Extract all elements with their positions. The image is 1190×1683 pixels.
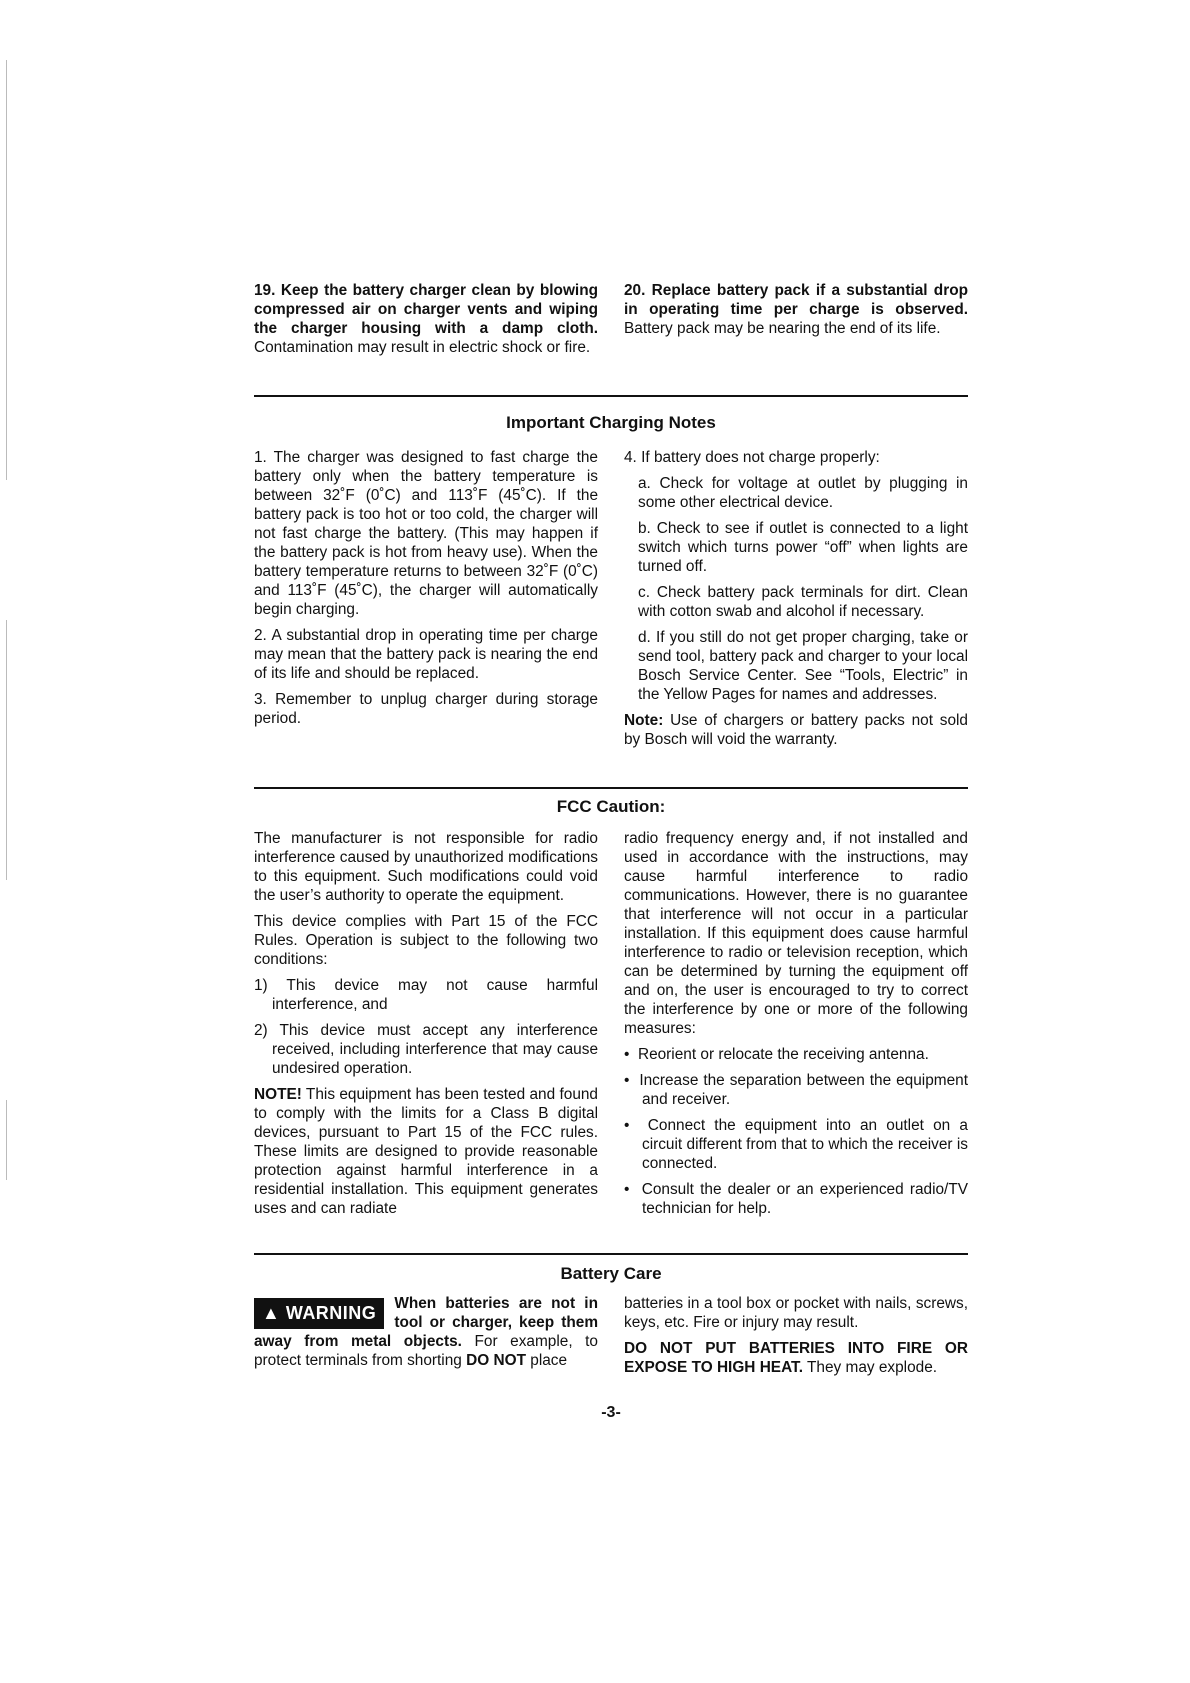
- charging-note-4d: d. If you still do not get proper charging, take or send tool, battery pack and charger to your local Bosch Service Center. See “Tools, Electric” in the Yellow Pages for names and addresses.: [638, 629, 968, 703]
- charging-notes-title: Important Charging Notes: [506, 413, 716, 432]
- fcc-note-label: NOTE!: [254, 1086, 302, 1103]
- fire-warning-text: They may explode.: [803, 1359, 938, 1376]
- item-19: [254, 281, 598, 364]
- charging-note-4c: c. Check battery pack terminals for dirt. Clean with cotton swab and alcohol if necessary.: [638, 584, 968, 620]
- charging-note-4: 4. If battery does not charge properly:: [624, 449, 880, 466]
- item-19-heading: 19. Keep the battery charger clean by blowing compressed air on charger vents and wiping the charger housing with a damp cloth.: [254, 282, 598, 337]
- fcc-right: [624, 829, 968, 1225]
- warning-heading: When batteries are not in tool or charger, keep them away from metal objects.: [254, 1295, 598, 1350]
- do-not-label: DO NOT: [466, 1352, 526, 1369]
- scan-margin-mark: [6, 620, 7, 880]
- fcc-measure-text: Reorient or relocate the receiving antenna.: [637, 1046, 929, 1063]
- item-20-heading: 20. Replace battery pack if a substantial drop in operating time per charge is observed.: [624, 282, 968, 318]
- battery-care-title: Battery Care: [560, 1264, 662, 1283]
- charging-notes-left: [254, 448, 598, 735]
- section-divider: [254, 395, 968, 397]
- battery-care-right: [624, 1294, 968, 1384]
- item-20: [624, 281, 968, 345]
- battery-care-left: [254, 1294, 598, 1377]
- page-number: -3-: [601, 1404, 621, 1421]
- charging-note-4a: a. Check for voltage at outlet by plugging in some other electrical device.: [638, 475, 968, 511]
- section-divider: [254, 1253, 968, 1255]
- item-20-text: Battery pack may be nearing the end of its life.: [624, 320, 941, 337]
- fire-warning-heading: DO NOT PUT BATTERIES INTO FIRE OR EXPOSE TO HIGH HEAT.: [624, 1340, 968, 1376]
- warning-text: For example, to protect terminals from shorting: [254, 1333, 598, 1369]
- fcc-left: [254, 829, 598, 1225]
- charging-note-3: 3. Remember to unplug charger during storage period.: [254, 691, 598, 727]
- charging-note-1: 1. The charger was designed to fast charge the battery only when the battery temperature is between 32˚F (0˚C) and 113˚F (45˚C). If the battery pack is too hot or too cold, the charger will not fast charge the battery. (This may happen if the battery pack is hot from heavy use). When the battery temperature returns to between 32˚F (0˚C) and 113˚F (45˚C), the charger will automatically begin charging.: [254, 449, 598, 618]
- fcc-measure-item: • Increase the separation between the equipment and receiver.: [624, 1072, 968, 1108]
- fcc-paragraph-2: This device complies with Part 15 of the FCC Rules. Operation is subject to the following two conditions:: [254, 913, 598, 968]
- warning-text-end: place: [525, 1352, 568, 1369]
- battery-warning: [254, 1294, 598, 1370]
- fcc-measure-item: • Reorient or relocate the receiving antenna.: [624, 1046, 929, 1063]
- fcc-measure-text: Increase the separation between the equipment and receiver.: [639, 1072, 968, 1108]
- charging-note-4b: b. Check to see if outlet is connected to a light switch which turns power “off” when lights are turned off.: [638, 520, 968, 575]
- fcc-condition-2: 2) This device must accept any interference received, including interference that may cause undesired operation.: [254, 1022, 598, 1077]
- item-19-text: Contamination may result in electric shock or fire.: [254, 339, 591, 356]
- fcc-measure-item: • Connect the equipment into an outlet on a circuit different from that to which the receiver is connected.: [624, 1117, 968, 1172]
- scan-margin-mark: [6, 1100, 7, 1180]
- warning-badge: ▲ WARNING: [254, 1298, 384, 1329]
- section-divider: [254, 787, 968, 789]
- charging-note-2: 2. A substantial drop in operating time per charge may mean that the battery pack is nearing the end of its life and should be replaced.: [254, 627, 598, 682]
- fcc-note: [254, 1085, 598, 1218]
- fcc-note-text: This equipment has been tested and found to comply with the limits for a Class B digital devices, pursuant to Part 15 of the FCC rules. These limits are designed to provide reasonable protection against harmful interference in a residential installation. This equipment generates uses and can radiate: [254, 1086, 598, 1217]
- fcc-measure-item: • Consult the dealer or an experienced radio/TV technician for help.: [624, 1181, 968, 1217]
- fcc-caution-title: FCC Caution:: [556, 797, 666, 816]
- fire-warning: [624, 1339, 968, 1377]
- charging-notes-right: [624, 448, 968, 756]
- fcc-paragraph-right: radio frequency energy and, if not installed and used in accordance with the instructions, may cause harmful interference to radio communications. However, there is no guarantee that interference will not occur in a particular installation. If this equipment does cause harmful interference to radio or television reception, which can be determined by turning the equipment off and on, the user is encouraged to try to correct the interference by one or more of the following measures:: [624, 830, 968, 1037]
- scan-margin-mark: [6, 60, 7, 480]
- note-text: Use of chargers or battery packs not sold by Bosch will void the warranty.: [624, 712, 968, 748]
- charging-note-warranty: [624, 711, 968, 749]
- note-label: Note:: [624, 712, 664, 729]
- fcc-condition-1: 1) This device may not cause harmful interference, and: [254, 977, 598, 1013]
- fcc-paragraph-1: The manufacturer is not responsible for radio interference caused by unauthorized modifications to this equipment. Such modifications could void the user’s authority to operate the equipment.: [254, 830, 598, 904]
- fcc-measure-text: Connect the equipment into an outlet on a circuit different from that to which the receiver is connected.: [642, 1117, 968, 1172]
- fcc-measure-text: Consult the dealer or an experienced radio/TV technician for help.: [641, 1181, 968, 1217]
- battery-care-text: batteries in a tool box or pocket with nails, screws, keys, etc. Fire or injury may result.: [624, 1295, 968, 1331]
